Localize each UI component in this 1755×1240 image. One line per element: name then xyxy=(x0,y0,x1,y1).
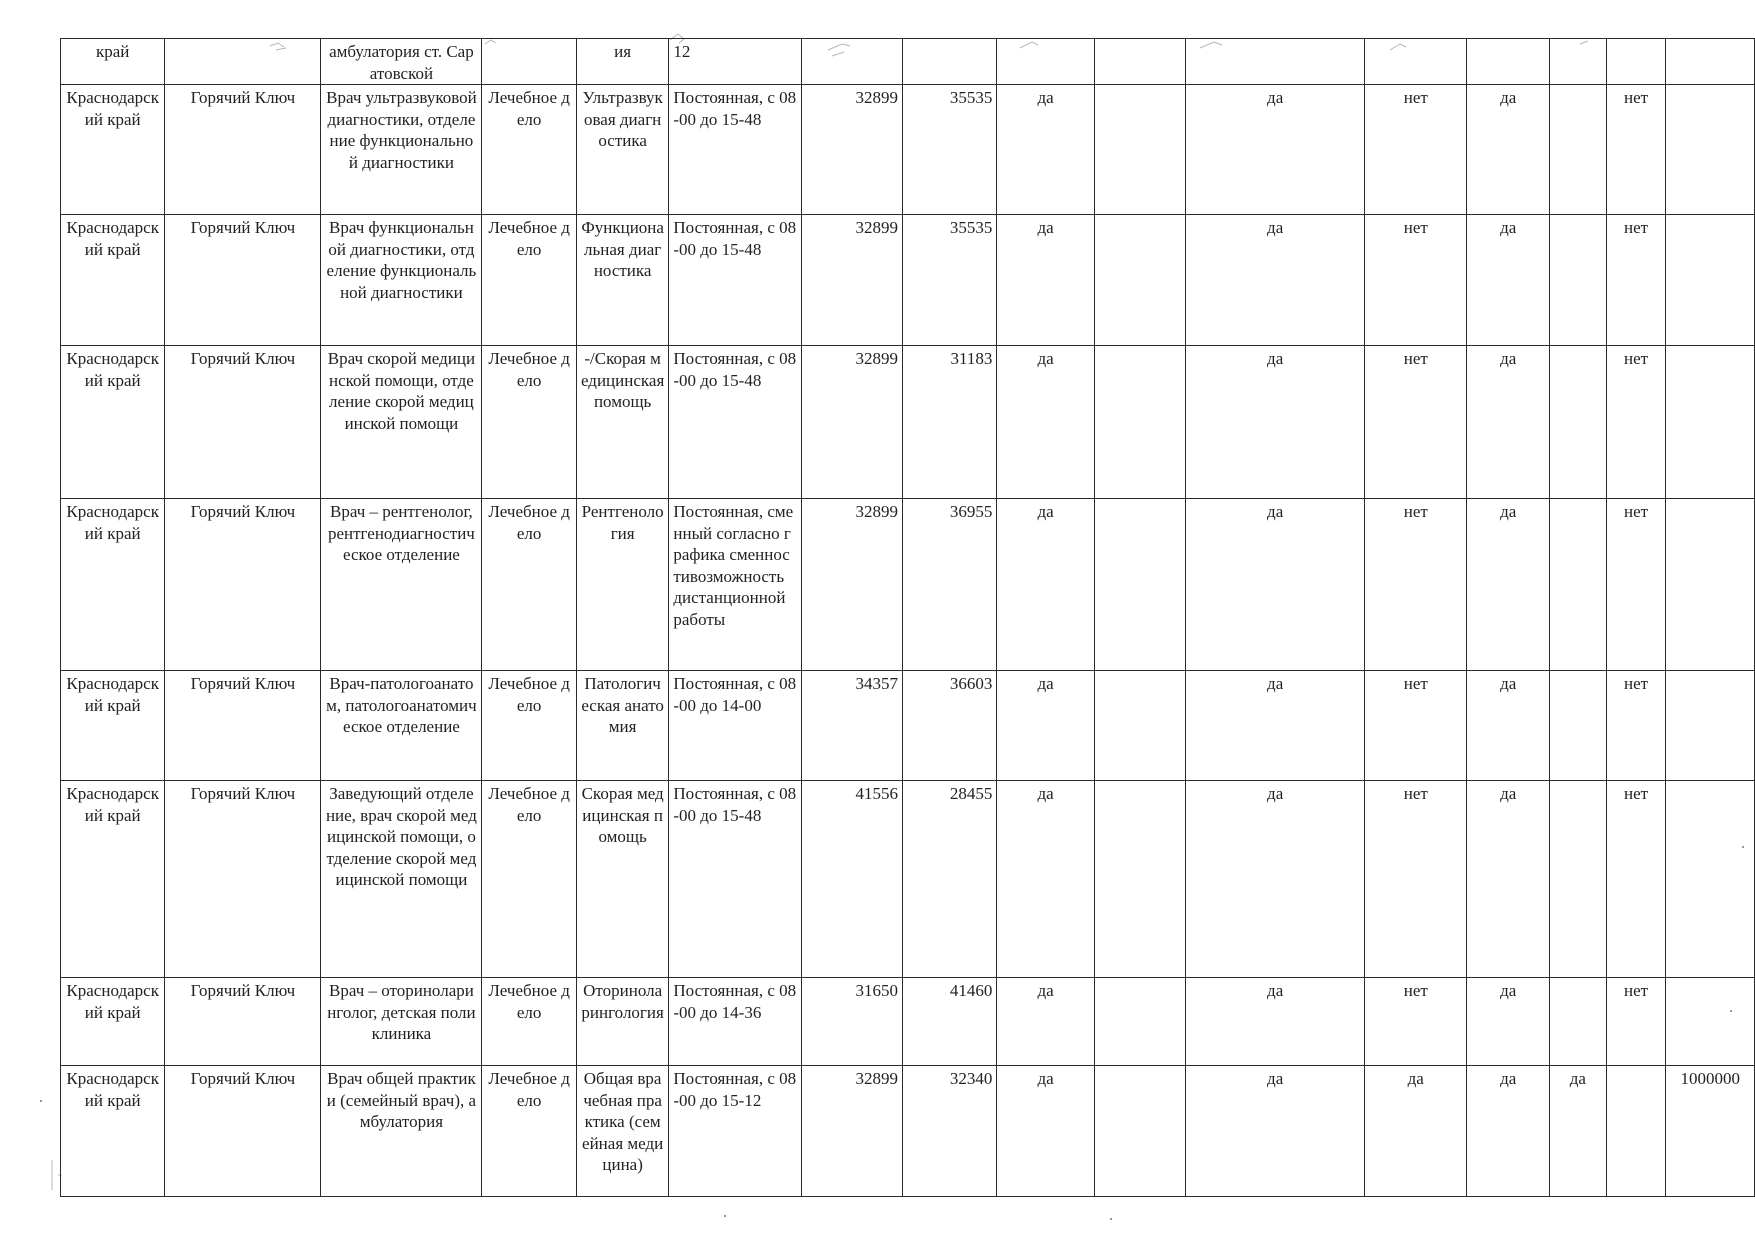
table-row xyxy=(61,215,1755,346)
cell-col10 xyxy=(1094,215,1185,346)
cell-col13: да xyxy=(1467,978,1550,1066)
scan-speck xyxy=(1742,846,1744,848)
cell-specialty: Рентгенология xyxy=(576,499,668,671)
cell-col12: нет xyxy=(1365,781,1467,978)
scan-speck xyxy=(40,1100,42,1102)
cell-col15: нет xyxy=(1606,215,1666,346)
cell-position: Врач скорой медицинской помощи, отделение скорой медицинской помощи xyxy=(321,346,482,499)
cell-col15: нет xyxy=(1606,781,1666,978)
cell-col16 xyxy=(1666,781,1755,978)
cell-col13: да xyxy=(1467,85,1550,215)
cell-specialty: -/Скорая медицинская помощь xyxy=(576,346,668,499)
cell-col13: да xyxy=(1467,671,1550,781)
cell-col12: нет xyxy=(1365,499,1467,671)
cell-region: Краснодарский край xyxy=(61,499,165,671)
cell-salary1 xyxy=(801,39,902,85)
cell-col12: нет xyxy=(1365,346,1467,499)
cell-schedule: Постоянная, с 08-00 до 14-36 xyxy=(669,978,801,1066)
cell-city: Горячий Ключ xyxy=(165,499,321,671)
cell-col10 xyxy=(1094,671,1185,781)
cell-education: Лечебное дело xyxy=(482,346,576,499)
cell-specialty: Патологическая анатомия xyxy=(576,671,668,781)
cell-col9: да xyxy=(997,671,1094,781)
cell-position: амбулатория ст. Саратовской xyxy=(321,39,482,85)
cell-col10 xyxy=(1094,346,1185,499)
cell-education: Лечебное дело xyxy=(482,978,576,1066)
cell-col9: да xyxy=(997,1066,1094,1197)
table-row xyxy=(61,346,1755,499)
cell-schedule: Постоянная, с 08-00 до 15-48 xyxy=(669,781,801,978)
cell-city: Горячий Ключ xyxy=(165,978,321,1066)
cell-city: Горячий Ключ xyxy=(165,781,321,978)
cell-col14 xyxy=(1549,346,1606,499)
cell-col10 xyxy=(1094,1066,1185,1197)
cell-salary1: 41556 xyxy=(801,781,902,978)
cell-salary2: 36603 xyxy=(902,671,996,781)
cell-col14 xyxy=(1549,781,1606,978)
cell-col15 xyxy=(1606,39,1666,85)
cell-col12: да xyxy=(1365,1066,1467,1197)
cell-col16 xyxy=(1666,978,1755,1066)
cell-specialty: Ультразвуковая диагностика xyxy=(576,85,668,215)
scan-speck xyxy=(1730,1010,1732,1012)
cell-col14 xyxy=(1549,85,1606,215)
table-row xyxy=(61,781,1755,978)
cell-salary2: 31183 xyxy=(902,346,996,499)
cell-col9: да xyxy=(997,781,1094,978)
cell-col10 xyxy=(1094,499,1185,671)
cell-col10 xyxy=(1094,781,1185,978)
cell-position: Врач функциональной диагностики, отделение функциональной диагностики xyxy=(321,215,482,346)
cell-education xyxy=(482,39,576,85)
table-row xyxy=(61,671,1755,781)
cell-region: край xyxy=(61,39,165,85)
cell-col14 xyxy=(1549,671,1606,781)
cell-region: Краснодарский край xyxy=(61,671,165,781)
cell-col15: нет xyxy=(1606,978,1666,1066)
cell-col16 xyxy=(1666,499,1755,671)
cell-salary1: 32899 xyxy=(801,215,902,346)
cell-position: Заведующий отделение, врач скорой медицинской помощи, отделение скорой медицинской помощи xyxy=(321,781,482,978)
cell-salary1: 34357 xyxy=(801,671,902,781)
cell-education: Лечебное дело xyxy=(482,215,576,346)
cell-col10 xyxy=(1094,85,1185,215)
cell-col16: 1000000 xyxy=(1666,1066,1755,1197)
vacancy-table xyxy=(60,38,1755,1197)
cell-col9: да xyxy=(997,85,1094,215)
cell-position: Врач-патологоанатом, патологоанатомическое отделение xyxy=(321,671,482,781)
cell-col15 xyxy=(1606,1066,1666,1197)
cell-education: Лечебное дело xyxy=(482,85,576,215)
cell-schedule: Постоянная, с 08-00 до 15-12 xyxy=(669,1066,801,1197)
cell-col9: да xyxy=(997,346,1094,499)
cell-schedule: 12 xyxy=(669,39,801,85)
cell-salary1: 32899 xyxy=(801,85,902,215)
cell-col15: нет xyxy=(1606,346,1666,499)
cell-col13: да xyxy=(1467,346,1550,499)
cell-education: Лечебное дело xyxy=(482,499,576,671)
cell-col9: да xyxy=(997,978,1094,1066)
cell-position: Врач ультразвуковой диагностики, отделение функциональной диагностики xyxy=(321,85,482,215)
cell-col11: да xyxy=(1186,1066,1365,1197)
cell-salary2: 35535 xyxy=(902,215,996,346)
cell-region: Краснодарский край xyxy=(61,781,165,978)
cell-education: Лечебное дело xyxy=(482,671,576,781)
cell-col12: нет xyxy=(1365,978,1467,1066)
cell-education: Лечебное дело xyxy=(482,781,576,978)
table-row xyxy=(61,978,1755,1066)
cell-position: Врач общей практики (семейный врач), амбулатория xyxy=(321,1066,482,1197)
cell-col16 xyxy=(1666,215,1755,346)
cell-col14: да xyxy=(1549,1066,1606,1197)
cell-col11: да xyxy=(1186,978,1365,1066)
cell-region: Краснодарский край xyxy=(61,978,165,1066)
cell-salary1: 31650 xyxy=(801,978,902,1066)
table-row xyxy=(61,85,1755,215)
cell-region: Краснодарский край xyxy=(61,1066,165,1197)
cell-city: Горячий Ключ xyxy=(165,1066,321,1197)
cell-col16 xyxy=(1666,346,1755,499)
scan-speck xyxy=(1110,1218,1112,1220)
cell-region: Краснодарский край xyxy=(61,85,165,215)
cell-col13: да xyxy=(1467,1066,1550,1197)
cell-position: Врач – оториноларинголог, детская поликлиника xyxy=(321,978,482,1066)
cell-col12 xyxy=(1365,39,1467,85)
cell-col13: да xyxy=(1467,499,1550,671)
cell-salary2: 41460 xyxy=(902,978,996,1066)
cell-salary2: 28455 xyxy=(902,781,996,978)
cell-schedule: Постоянная, сменный согласно графика сменностивозможность дистанционной работы xyxy=(669,499,801,671)
cell-col9: да xyxy=(997,499,1094,671)
cell-col16 xyxy=(1666,39,1755,85)
cell-specialty: Общая врачебная практика (семейная медицина) xyxy=(576,1066,668,1197)
cell-schedule: Постоянная, с 08-00 до 15-48 xyxy=(669,346,801,499)
cell-specialty: ия xyxy=(576,39,668,85)
cell-col15: нет xyxy=(1606,499,1666,671)
cell-col11: да xyxy=(1186,671,1365,781)
cell-specialty: Функциональная диагностика xyxy=(576,215,668,346)
table-row xyxy=(61,1066,1755,1197)
cell-salary1: 32899 xyxy=(801,346,902,499)
table-row-continued xyxy=(61,39,1755,85)
cell-col11: да xyxy=(1186,215,1365,346)
cell-col11 xyxy=(1186,39,1365,85)
cell-col14 xyxy=(1549,499,1606,671)
cell-schedule: Постоянная, с 08-00 до 14-00 xyxy=(669,671,801,781)
cell-col13 xyxy=(1467,39,1550,85)
cell-city xyxy=(165,39,321,85)
cell-region: Краснодарский край xyxy=(61,215,165,346)
cell-col12: нет xyxy=(1365,85,1467,215)
cell-col14 xyxy=(1549,978,1606,1066)
cell-col10 xyxy=(1094,39,1185,85)
cell-city: Горячий Ключ xyxy=(165,671,321,781)
cell-schedule: Постоянная, с 08-00 до 15-48 xyxy=(669,215,801,346)
cell-col9: да xyxy=(997,215,1094,346)
cell-col16 xyxy=(1666,85,1755,215)
cell-specialty: Скорая медицинская помощь xyxy=(576,781,668,978)
cell-city: Горячий Ключ xyxy=(165,85,321,215)
cell-col12: нет xyxy=(1365,215,1467,346)
cell-salary1: 32899 xyxy=(801,1066,902,1197)
cell-col14 xyxy=(1549,39,1606,85)
cell-salary2: 35535 xyxy=(902,85,996,215)
cell-city: Горячий Ключ xyxy=(165,215,321,346)
cell-col12: нет xyxy=(1365,671,1467,781)
cell-col11: да xyxy=(1186,499,1365,671)
cell-col11: да xyxy=(1186,346,1365,499)
scan-speck xyxy=(724,1215,726,1217)
cell-education: Лечебное дело xyxy=(482,1066,576,1197)
cell-city: Горячий Ключ xyxy=(165,346,321,499)
cell-col13: да xyxy=(1467,215,1550,346)
cell-col15: нет xyxy=(1606,671,1666,781)
cell-col9 xyxy=(997,39,1094,85)
cell-specialty: Оториноларингология xyxy=(576,978,668,1066)
cell-region: Краснодарский край xyxy=(61,346,165,499)
cell-col11: да xyxy=(1186,781,1365,978)
cell-position: Врач – рентгенолог, рентгенодиагностическое отделение xyxy=(321,499,482,671)
cell-col16 xyxy=(1666,671,1755,781)
cell-salary2 xyxy=(902,39,996,85)
cell-col11: да xyxy=(1186,85,1365,215)
cell-col10 xyxy=(1094,978,1185,1066)
table-row xyxy=(61,499,1755,671)
cell-schedule: Постоянная, с 08-00 до 15-48 xyxy=(669,85,801,215)
cell-salary2: 32340 xyxy=(902,1066,996,1197)
cell-col15: нет xyxy=(1606,85,1666,215)
cell-col13: да xyxy=(1467,781,1550,978)
cell-salary2: 36955 xyxy=(902,499,996,671)
cell-salary1: 32899 xyxy=(801,499,902,671)
cell-col14 xyxy=(1549,215,1606,346)
